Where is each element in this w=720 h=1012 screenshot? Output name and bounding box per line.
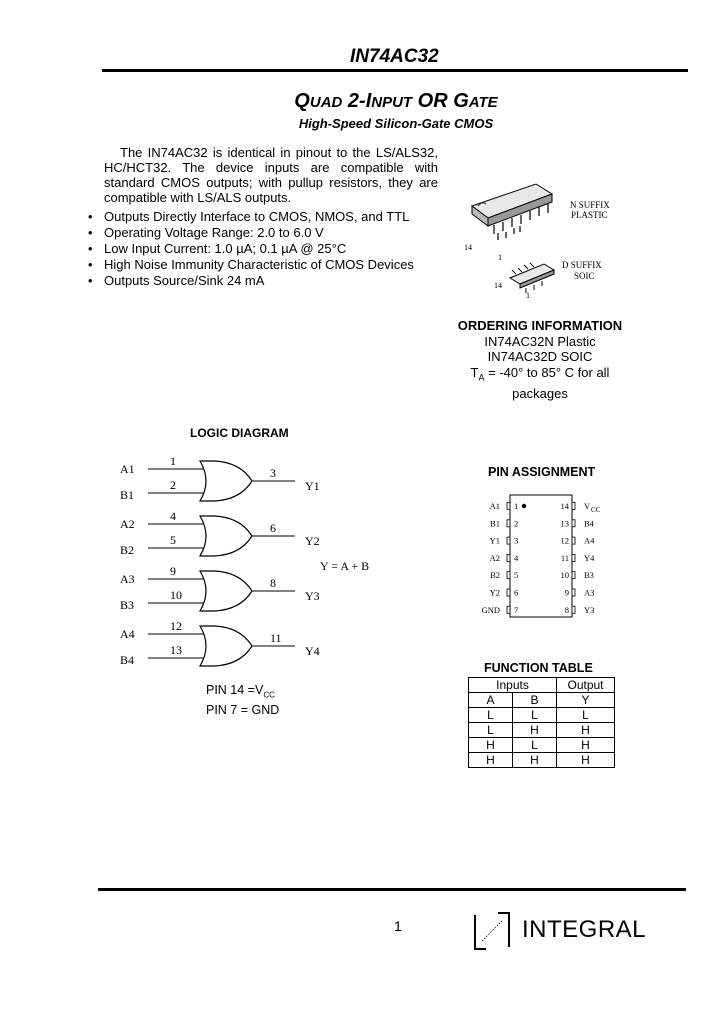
pin-stub <box>572 572 575 579</box>
left-pin-name: Y1 <box>489 535 500 546</box>
pin-stub <box>572 554 575 561</box>
package-illustration <box>458 176 628 306</box>
table-row <box>469 708 615 723</box>
input-b-label: B1 <box>120 488 135 502</box>
pin7-note: PIN 7 = GND <box>206 702 280 717</box>
table-cell: H <box>513 723 557 738</box>
right-pin-number: 10 <box>560 570 569 581</box>
input-b-pin-number: 2 <box>170 478 176 492</box>
input-b-pin-number: 5 <box>170 533 176 547</box>
right-pin-name: V <box>584 501 591 511</box>
soic-pin14-label: 14 <box>494 281 502 290</box>
soic-package-image <box>510 263 554 293</box>
table-cell: H <box>557 753 615 768</box>
pin-assignment-title: PIN ASSIGNMENT <box>488 465 596 479</box>
ordering-heading: ORDERING INFORMATION <box>457 318 623 333</box>
right-pin-number: 12 <box>560 535 569 546</box>
right-pin-number: 9 <box>564 587 569 598</box>
right-pin-name: B3 <box>584 570 594 581</box>
input-b-label: B3 <box>120 598 135 612</box>
input-a-label: A2 <box>120 517 135 531</box>
table-cell: H <box>557 723 615 738</box>
ordering-information <box>440 318 640 401</box>
left-pin-number: 3 <box>514 535 519 546</box>
feature-item: • High Noise Immunity Characteristic of CMOS Devices <box>88 257 448 273</box>
pin-stub <box>507 503 510 510</box>
right-pin-name: A4 <box>584 535 595 546</box>
integral-logo-text: INTEGRAL <box>522 916 647 943</box>
input-a-pin-number: 12 <box>170 619 182 633</box>
pin-stub <box>507 589 510 596</box>
feature-item: • Low Input Current: 1.0 µA; 0.1 µA @ 25°C <box>88 241 448 257</box>
footer-rule <box>98 888 686 891</box>
input-a-pin-number: 9 <box>170 564 176 578</box>
ordering-line-soic: IN74AC32D SOIC <box>487 349 593 364</box>
pin-stub <box>572 589 575 596</box>
left-pin-number: 5 <box>514 570 519 581</box>
left-pin-name: A2 <box>489 552 500 563</box>
pin-stub <box>507 554 510 561</box>
left-pin-name: B1 <box>490 518 500 529</box>
input-a-pin-number: 4 <box>170 509 176 523</box>
document-title: QUAD 2-INPUT OR GATE <box>294 90 498 112</box>
d-type-label: SOIC <box>574 271 595 281</box>
ordering-line-plastic: IN74AC32N Plastic <box>484 333 596 349</box>
or-gate-symbol <box>200 516 252 556</box>
output-group-header: Output <box>557 678 615 693</box>
header-cell: Y <box>557 693 615 708</box>
output-label: Y2 <box>305 534 320 548</box>
output-label: Y4 <box>305 644 320 658</box>
soic-pin1-label: 1 <box>526 291 530 300</box>
function-table <box>468 677 615 768</box>
or-gate-symbol <box>200 571 252 611</box>
description-paragraph: The IN74AC32 is identical in pinout to the LS/ALS32, HC/HCT32. The device inputs are compatible with standard CMOS outputs; with pullup resistors, they are compatible with LS/ALS outputs. <box>104 145 438 205</box>
pin1-marker <box>522 504 526 508</box>
right-pin-name: Y3 <box>584 604 595 615</box>
left-pin-name: A1 <box>489 501 500 511</box>
n-type-label: PLASTIC <box>571 210 608 220</box>
right-pin-number: 8 <box>564 604 569 615</box>
left-pin-number: 4 <box>514 552 519 563</box>
feature-item: • Operating Voltage Range: 2.0 to 6.0 V <box>88 225 448 241</box>
output-label: Y1 <box>305 479 320 493</box>
pin-stub <box>572 503 575 510</box>
dip-package-image <box>472 184 552 240</box>
n-suffix-label: N SUFFIX <box>570 200 610 210</box>
left-pin-name: GND <box>481 604 500 615</box>
or-gate-symbol <box>200 626 252 666</box>
right-pin-number: 14 <box>560 501 569 511</box>
table-row <box>469 753 615 768</box>
logic-diagram <box>110 450 390 680</box>
right-pin-name: Y4 <box>584 552 595 563</box>
feature-item: • Outputs Directly Interface to CMOS, NMOS, and TTL <box>88 209 448 225</box>
right-pin-name: A3 <box>584 587 595 598</box>
table-row <box>469 738 615 753</box>
input-a-label: A4 <box>120 627 135 641</box>
output-pin-number: 3 <box>270 466 276 480</box>
feature-list <box>88 209 448 289</box>
part-number: IN74AC32 <box>350 46 439 67</box>
left-pin-number: 7 <box>514 604 519 615</box>
table-cell: L <box>557 708 615 723</box>
left-pin-number: 6 <box>514 587 519 598</box>
pin-stub <box>507 520 510 527</box>
input-a-pin-number: 1 <box>170 454 176 468</box>
right-pin-name: B4 <box>584 518 594 529</box>
dip-pin14-label: 14 <box>464 243 472 252</box>
left-pin-name: B2 <box>490 570 500 581</box>
header-cell: A <box>469 693 513 708</box>
feature-item: • Outputs Source/Sink 24 mA <box>88 273 448 289</box>
input-b-label: B2 <box>120 543 135 557</box>
ordering-temperature: $T_A = -40^\circ$ to 85° C for all <box>470 364 610 383</box>
pin-stub <box>572 520 575 527</box>
table-cell: H <box>469 753 513 768</box>
pin-stub <box>507 537 510 544</box>
right-pin-number: 11 <box>560 552 569 563</box>
output-pin-number: 6 <box>270 521 276 535</box>
pin-stub <box>572 537 575 544</box>
input-b-pin-number: 10 <box>170 588 182 602</box>
table-cell: H <box>513 753 557 768</box>
right-pin-number: 13 <box>560 518 569 529</box>
input-b-pin-number: 13 <box>170 643 182 657</box>
output-pin-number: 8 <box>270 576 276 590</box>
table-row <box>469 693 615 708</box>
output-pin-number: 11 <box>270 631 282 645</box>
d-suffix-label: D SUFFIX <box>562 260 602 270</box>
logic-diagram-title: LOGIC DIAGRAM <box>190 426 289 440</box>
dip-pin1-label: 1 <box>498 253 502 262</box>
input-a-label: A3 <box>120 572 135 586</box>
table-cell: H <box>557 738 615 753</box>
input-b-label: B4 <box>120 653 135 667</box>
left-pin-name: Y2 <box>489 587 500 598</box>
header-rule <box>102 69 688 72</box>
pin14-note: PIN $14 =V_{CC}$ <box>206 683 275 700</box>
right-pin-name-subscript: CC <box>591 506 601 514</box>
inputs-group-header: Inputs <box>469 678 557 693</box>
pin-stub <box>507 606 510 613</box>
integral-logo-mark <box>472 911 512 951</box>
ordering-temperature-cont: packages <box>512 385 568 401</box>
document-subtitle: High-Speed Silicon-Gate CMOS <box>298 116 494 131</box>
pin-assignment-diagram <box>470 492 640 620</box>
page-number: 1 <box>394 918 402 934</box>
table-cell: H <box>469 738 513 753</box>
logic-equation: Y = A + B <box>320 559 370 573</box>
output-label: Y3 <box>305 589 320 603</box>
pin-stub <box>507 572 510 579</box>
left-pin-number: 2 <box>514 518 519 529</box>
left-pin-number: 1 <box>514 501 519 511</box>
header-cell: B <box>513 693 557 708</box>
table-row <box>469 678 615 693</box>
function-table-title: FUNCTION TABLE <box>484 661 593 675</box>
pin-stub <box>572 606 575 613</box>
table-cell: L <box>513 708 557 723</box>
input-a-label: A1 <box>120 462 135 476</box>
table-cell: L <box>469 723 513 738</box>
or-gate-symbol <box>200 461 252 501</box>
table-cell: L <box>513 738 557 753</box>
table-row <box>469 723 615 738</box>
power-pin-notes <box>206 683 279 717</box>
table-cell: L <box>469 708 513 723</box>
